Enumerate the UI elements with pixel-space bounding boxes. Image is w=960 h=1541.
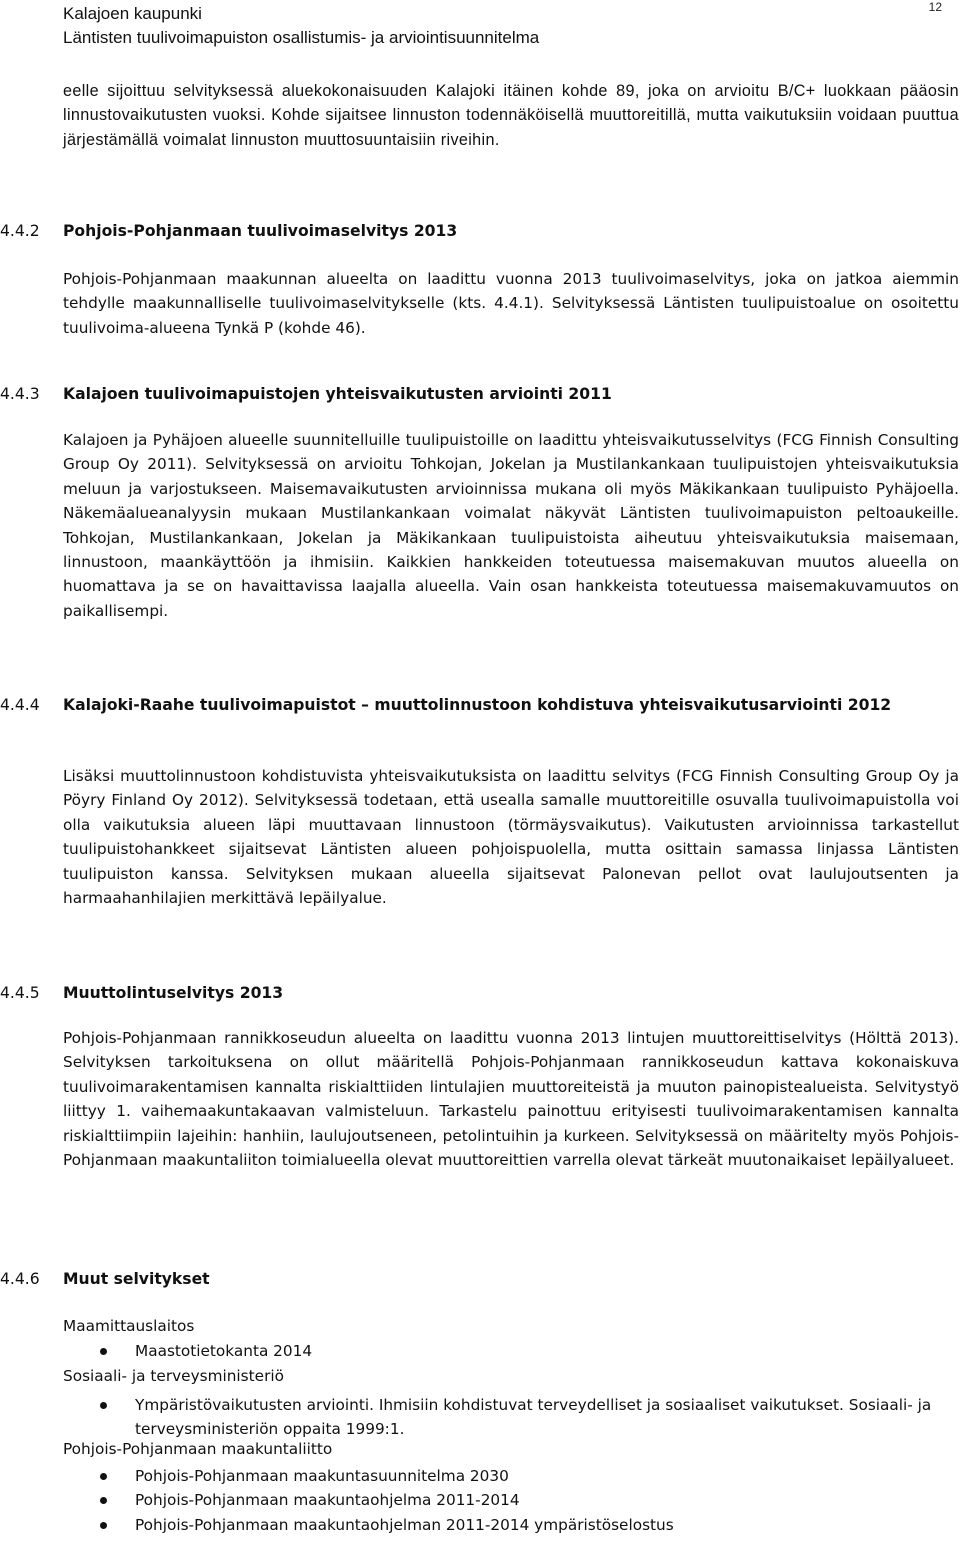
intro-paragraph: eelle sijoittuu selvityksessä aluekokonaisuuden Kalajoki itäinen kohde 89, joka on arvioitu B/C+ luokkaan pääosin linnustovaikutusten vuoksi. Kohde sijaitsee linnuston todennäköisellä muuttoreitillä, mutta vaikutuksiin voidaan puuttua järjestämällä voimalat linnuston muuttosuuntaisiin riveihin. (63, 82, 959, 149)
section-paragraph: Lisäksi muuttolinnustoon kohdistuvista yhteisvaikutuksista on laadittu selvitys (FCG Finnish Consulting Group Oy ja Pöyry Finland Oy 2012). Selvityksessä todetaan, että usealla samalle muuttoreitille osuvalla tuulivoimapuistolla voi olla vaikutuksia alueen läpi muuttavaan linnustoon (törmäysvaikutus). Vaikutusten arvioinnissa tarkastellut tuulipuistohankkeet sijaitsevat Läntisten alueen pohjoispuolella, mutta osittain samassa linjassa Läntisten tuulipuiston kanssa. Selvityksen mukaan alueella sijaitsevat Palonevan pellot ovat laulujoutsenten ja harmaahanhilajien merkittävä lepäilyalue. (63, 767, 959, 908)
section-number: 4.4.6 (0, 1270, 40, 1288)
section-paragraph: Kalajoen ja Pyhäjoen alueelle suunnitelluille tuulipuistoille on laadittu yhteisvaikutusselvitys (FCG Finnish Consulting Group Oy 2011). Selvityksessä on arvioitu Tohkojan, Jokelan ja Mustilankankaan tuulipuistojen yhteisvaikutuksia meluun ja varjostukseen. Maisemavaikutusten arvioinnissa mukana oli myös Mäkikankaan tuulipuisto Pyhäjoella. Näkemäalueanalyysin mukaan Mustilankankaan voimalat näkyvät Läntisten tuulivoimapuiston peltoaukeille. Tohkojan, Mustilankankaan, Jokelan ja Mäkikankaan tuulipuistoista aiheutuu yhteisvaikutuksia maisemaan, linnustoon, maankäyttöön ja ihmisiin. Kaikkien hankkeiden toteutuessa maisemakuvan muutos alueella on huomattava ja se on havaittavissa laajalla alueella. Vain osan hankkeista toteutuessa maisemakuvamuutos on paikallisempi. (63, 431, 959, 620)
section-title: Kalajoki-Raahe tuulivoimapuistot – muuttolinnustoon kohdistuva yhteisvaikutusarviointi 2012 (63, 696, 892, 714)
bullet-list (100, 1464, 960, 1537)
section-title: Pohjois-Pohjanmaan tuulivoimaselvitys 2013 (63, 222, 458, 240)
bullet-icon (100, 1402, 107, 1409)
list-item-text: Pohjois-Pohjanmaan maakuntasuunnitelma 2030 (135, 1467, 509, 1485)
page-number: 12 (928, 0, 942, 14)
source-label: Maamittauslaitos (63, 1317, 195, 1335)
source-label: Sosiaali- ja terveysministeriö (63, 1367, 284, 1385)
list-item (100, 1488, 960, 1512)
section-title: Muuttolintuselvitys 2013 (63, 984, 284, 1002)
list-item (100, 1393, 960, 1442)
source-label: Pohjois-Pohjanmaan maakuntaliitto (63, 1440, 333, 1458)
list-item (100, 1464, 960, 1488)
list-item-text: Pohjois-Pohjanmaan maakuntaohjelma 2011-2014 (135, 1491, 520, 1510)
list-item-text: Pohjois-Pohjanmaan maakuntaohjelman 2011-2014 ympäristöselostus (135, 1515, 674, 1534)
list-item (100, 1513, 960, 1537)
list-item-text: Ympäristövaikutusten arviointi. Ihmisiin kohdistuvat terveydelliset ja sosiaaliset vaikutukset. Sosiaali- ja terveysministeriön oppaita 1999:1. (135, 1396, 932, 1439)
bullet-list (100, 1339, 960, 1363)
bullet-icon (100, 1473, 107, 1480)
section-number: 4.4.2 (0, 222, 40, 240)
section-number: 4.4.3 (0, 385, 40, 403)
document-title: Läntisten tuulivoimapuiston osallistumis- ja arviointisuunnitelma (63, 28, 540, 47)
section-title: Muut selvitykset (63, 1270, 210, 1288)
bullet-icon (100, 1348, 107, 1355)
section-paragraph: Pohjois-Pohjanmaan rannikkoseudun alueelta on laadittu vuonna 2013 lintujen muuttoreittiselvitys (Hölttä 2013). Selvityksen tarkoituksena on ollut määritellä Pohjois-Pohjanmaan rannikkoseudun kattava kokonaiskuva tuulivoimarakentamisen kannalta riskialttiiden lintulajien muuttoreiteistä ja muuton painopistealueista. Selvitystyö liittyy 1. vaihemaakuntakaavan valmisteluun. Tarkastelu painottuu erityisesti tuulivoimarakentamisen kannalta riskialttiimpiin lajeihin: hanhiin, laulujoutseneen, petolintuihin ja kurkeen. Selvityksessä on määritelty myös Pohjois-Pohjanmaan maakuntaliiton toimialueella olevat muuttoreittien varrella olevat tärkeät muutonaikaiset lepäilyalueet. (63, 1029, 959, 1170)
list-item (100, 1339, 960, 1363)
organization-name: Kalajoen kaupunki (63, 4, 202, 23)
list-item-text: Maastotietokanta 2014 (135, 1342, 313, 1360)
section-paragraph: Pohjois-Pohjanmaan maakunnan alueelta on laadittu vuonna 2013 tuulivoimaselvitys, joka on jatkoa aiemmin tehdylle maakunnalliselle tuulivoimaselvitykselle (kts. 4.4.1). Selvityksessä Läntisten tuulipuistoalue on osoitettu tuulivoima-alueena Tynkä P (kohde 46). (63, 270, 959, 337)
page-header (63, 2, 943, 50)
section-number: 4.4.4 (0, 696, 40, 714)
bullet-icon (100, 1497, 107, 1504)
bullet-icon (100, 1522, 107, 1529)
section-number: 4.4.5 (0, 984, 40, 1002)
section-title: Kalajoen tuulivoimapuistojen yhteisvaikutusten arviointi 2011 (63, 385, 612, 403)
bullet-list (100, 1393, 960, 1442)
